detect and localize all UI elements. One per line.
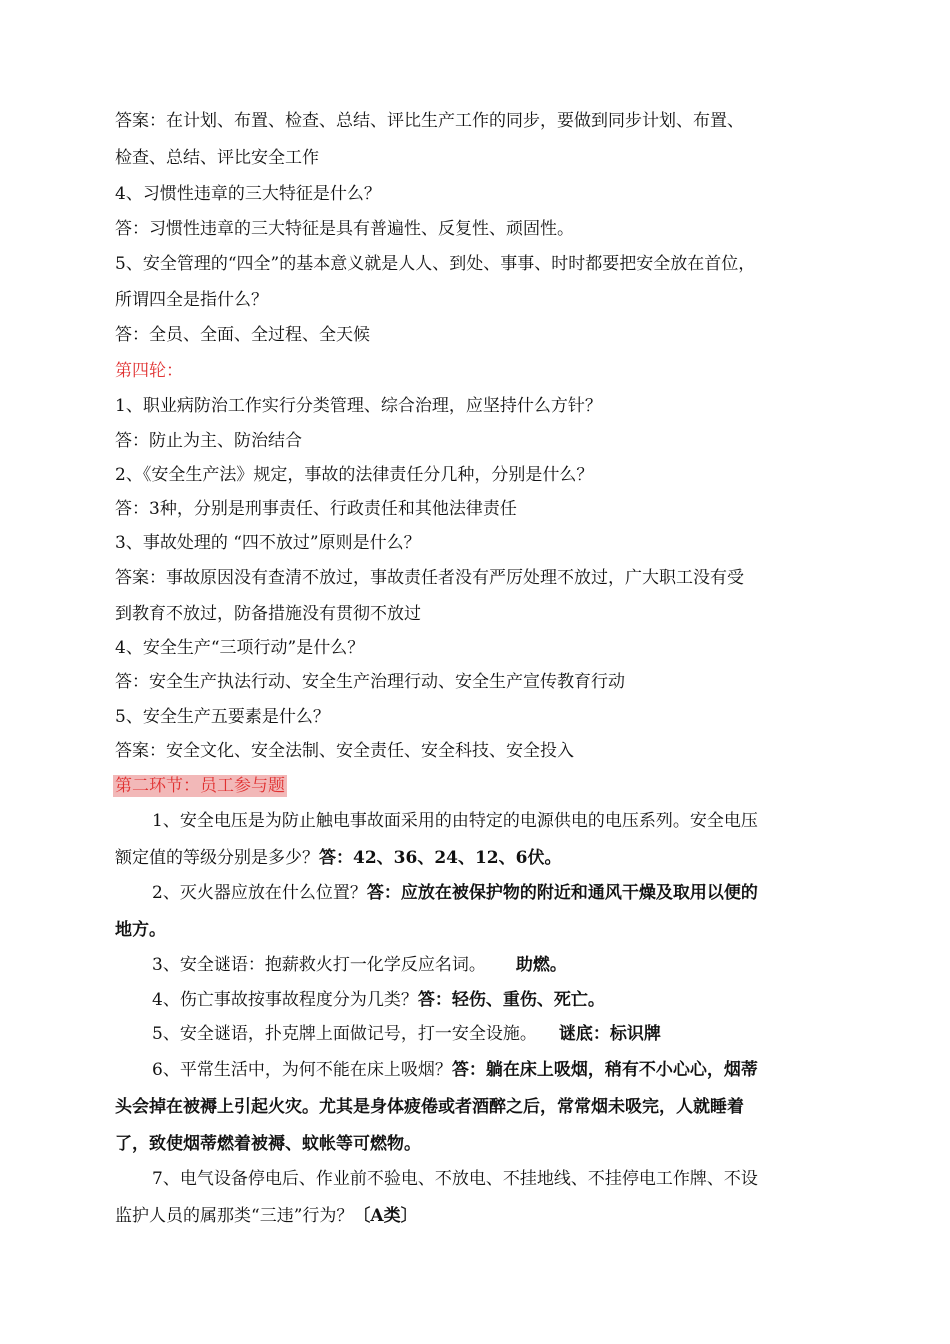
item-7-line-2 <box>115 1198 950 1234</box>
item-4-answer: 答：轻伤、重伤、死亡。 <box>417 990 605 1010</box>
item-7-question: 监护人员的属那类“三违”行为？ <box>115 1206 354 1226</box>
item-4-line <box>152 982 950 1018</box>
section-2-heading <box>113 768 950 804</box>
item-2-line-2 <box>115 912 950 948</box>
round-4-question-3: 3、事故处理的 “四不放过”原则是什么？ <box>115 533 421 553</box>
item-3-question: 3、安全谜语：抱薪救火打一化学反应名词。 <box>152 955 486 975</box>
item-4-question: 4、伤亡事故按事故程度分为几类？ <box>152 990 418 1010</box>
item-1-answer: 答：42、36、24、12、6伏。 <box>319 848 562 868</box>
round-4-answer-3-line-2: 到教育不放过，防备措施没有贯彻不放过 <box>115 604 421 624</box>
question-5-line-2: 所谓四全是指什么？ <box>115 290 268 310</box>
answer-3-line-1: 答案：在计划、布置、检查、总结、评比生产工作的同步，要做到同步计划、布置、 <box>115 111 744 131</box>
answer-5: 答：全员、全面、全过程、全天候 <box>115 325 370 345</box>
round-4-answer-3-line-1: 答案：事故原因没有查清不放过，事故责任者没有严厉处理不放过，广大职工没有受 <box>115 568 744 588</box>
item-1-line-2 <box>115 840 950 876</box>
item-5-line <box>152 1016 950 1052</box>
question-4: 4、习惯性违章的三大特征是什么？ <box>115 184 381 204</box>
question-5-line-1: 5、安全管理的“四全”的基本意义就是人人、到处、事事、时时都要把安全放在首位， <box>115 254 756 274</box>
item-6-line-3 <box>115 1126 950 1162</box>
round-4-question-1: 1、职业病防治工作实行分类管理、综合治理，应坚持什么方针？ <box>115 396 602 416</box>
round-4-answer-2: 答：3种，分别是刑事责任、行政责任和其他法律责任 <box>115 499 517 519</box>
item-2-line-1 <box>152 875 950 911</box>
item-7-line-1: 7、电气设备停电后、作业前不验电、不放电、不挂地线、不挂停电工作牌、不设 <box>152 1169 758 1189</box>
section-2-heading-text: 第二环节：员工参与题 <box>115 776 285 796</box>
item-3-answer: 助燃。 <box>515 955 567 975</box>
item-6-line-1 <box>152 1052 950 1088</box>
item-5-question: 5、安全谜语，扑克牌上面做记号，打一安全设施。 <box>152 1024 537 1044</box>
round-4-answer-5: 答案：安全文化、安全法制、安全责任、安全科技、安全投入 <box>115 741 574 761</box>
item-6-question: 6、平常生活中，为何不能在床上吸烟？ <box>152 1060 452 1080</box>
item-7-answer: 〔A类〕 <box>353 1206 418 1226</box>
item-1-line-1: 1、安全电压是为防止触电事故面采用的由特定的电源供电的电压系列。安全电压 <box>152 811 758 831</box>
item-1-question: 额定值的等级分别是多少？ <box>115 848 319 868</box>
round-4-answer-4: 答：安全生产执法行动、安全生产治理行动、安全生产宣传教育行动 <box>115 672 625 692</box>
item-2-answer-part-1: 答：应放在被保护物的附近和通风干燥及取用以便的 <box>366 883 758 903</box>
round-4-question-2: 2、《安全生产法》规定，事故的法律责任分几种，分别是什么？ <box>115 465 594 485</box>
round-4-question-4: 4、安全生产“三项行动”是什么？ <box>115 638 365 658</box>
item-6-answer-part-2: 头会掉在被褥上引起火灾。尤其是身体疲倦或者酒醉之后，常常烟未吸完，人就睡着 <box>115 1097 744 1117</box>
item-6-answer-part-3: 了，致使烟蒂燃着被褥、蚊帐等可燃物。 <box>115 1134 421 1154</box>
round-4-answer-1: 答：防止为主、防治结合 <box>115 431 302 451</box>
item-5-answer: 谜底：标识牌 <box>558 1024 661 1044</box>
item-6-answer-part-1: 答：躺在床上吸烟，稍有不小心心，烟蒂 <box>451 1060 758 1080</box>
answer-4: 答：习惯性违章的三大特征是具有普遍性、反复性、顽固性。 <box>115 219 574 239</box>
answer-3-line-2: 检查、总结、评比安全工作 <box>115 148 319 168</box>
round-4-heading: 第四轮： <box>115 361 183 381</box>
round-4-question-5: 5、安全生产五要素是什么？ <box>115 707 330 727</box>
item-3-line <box>152 947 950 983</box>
item-2-question: 2、灭火器应放在什么位置？ <box>152 883 367 903</box>
item-2-answer-part-2: 地方。 <box>115 920 166 940</box>
item-6-line-2 <box>115 1089 950 1125</box>
